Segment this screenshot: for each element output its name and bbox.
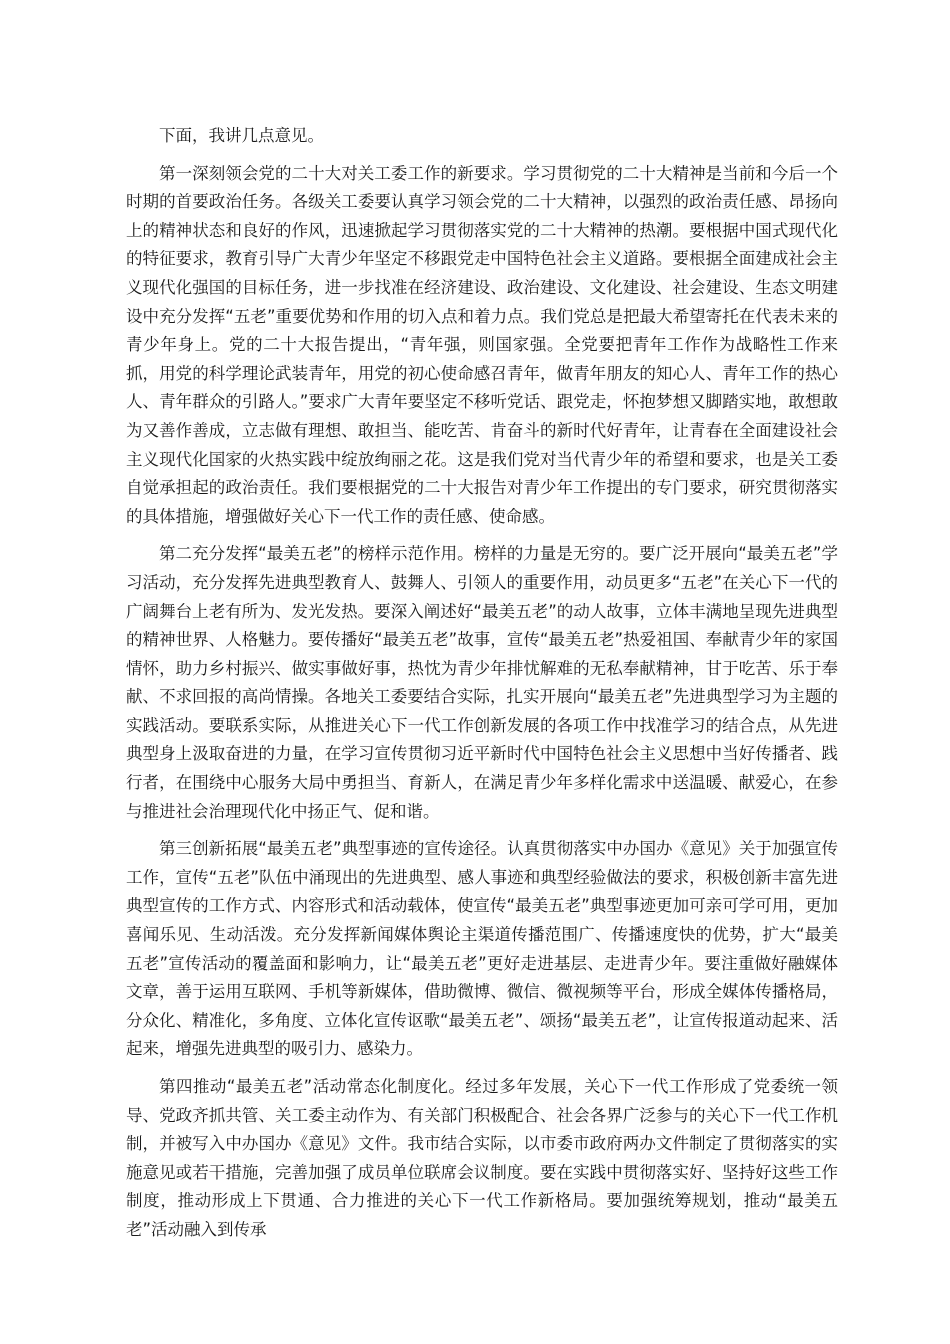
paragraph-point-3: 第三创新拓展“最美五老”典型事迹的宣传途径。认真贯彻落实中办国办《意见》关于加强宣传工作，宣传“五老”队伍中涌现出的先进典型、感人事迹和典型经验做法的要求，积极创新丰富先进典型宣传的工作方式、内容形式和活动载体，使宣传“最美五老”典型事迹更加可亲可学可用，更加喜闻乐见、生动活泼。充分发挥新闻媒体舆论主渠道传播范围广、传播速度快的优势，扩大“最美五老”宣传活动的覆盖面和影响力，让“最美五老”更好走进基层、走进青少年。要注重做好融媒体文章，善于运用互联网、手机等新媒体，借助微博、微信、微视频等平台，形成全媒体传播格局，分众化、精准化，多角度、立体化宣传讴歌“最美五老”、颂扬“最美五老”，让宣传报道动起来、活起来，增强先进典型的吸引力、感染力。 <box>126 839 838 1059</box>
document-body <box>126 122 838 1254</box>
paragraph-intro: 下面，我讲几点意见。 <box>159 126 324 145</box>
paragraph-point-2: 第二充分发挥“最美五老”的榜样示范作用。榜样的力量是无穷的。要广泛开展向“最美五老”学习活动，充分发挥先进典型教育人、鼓舞人、引领人的重要作用，动员更多“五老”在关心下一代的广阔舞台上老有所为、发光发热。要深入阐述好“最美五老”的动人故事，立体丰满地呈现先进典型的精神世界、人格魅力。要传播好“最美五老”故事，宣传“最美五老”热爱祖国、奉献青少年的家国情怀，助力乡村振兴、做实事做好事，热忱为青少年排忧解难的无私奉献精神，甘于吃苦、乐于奉献、不求回报的高尚情操。各地关工委要结合实际，扎实开展向“最美五老”先进典型学习为主题的实践活动。要联系实际，从推进关心下一代工作创新发展的各项工作中找准学习的结合点，从先进典型身上汲取奋进的力量，在学习宣传贯彻习近平新时代中国特色社会主义思想中当好传播者、践行者，在围绕中心服务大局中勇担当、育新人，在满足青少年多样化需求中送温暖、献爱心，在参与推进社会治理现代化中扬正气、促和谐。 <box>126 544 838 821</box>
paragraph-point-4: 第四推动“最美五老”活动常态化制度化。经过多年发展，关心下一代工作形成了党委统一领导、党政齐抓共管、关工委主动作为、有关部门积极配合、社会各界广泛参与的关心下一代工作机制，并被写入中办国办《意见》文件。我市结合实际，以市委市政府两办文件制定了贯彻落实的实施意见或若干措施，完善加强了成员单位联席会议制度。要在实践中贯彻落实好、坚持好这些工作制度，推动形成上下贯通、合力推进的关心下一代工作新格局。要加强统筹规划，推动“最美五老”活动融入到传承 <box>126 1077 838 1239</box>
paragraph-point-1: 第一深刻领会党的二十大对关工委工作的新要求。学习贯彻党的二十大精神是当前和今后一个时期的首要政治任务。各级关工委要认真学习领会党的二十大精神，以强烈的政治责任感、昂扬向上的精神状态和良好的作风，迅速掀起学习贯彻落实党的二十大精神的热潮。要根据中国式现代化的特征要求，教育引导广大青少年坚定不移跟党走中国特色社会主义道路。要根据全面建成社会主义现代化强国的目标任务，进一步找准在经济建设、政治建设、文化建设、社会建设、生态文明建设中充分发挥“五老”重要优势和作用的切入点和着力点。我们党总是把最大希望寄托在代表未来的青少年身上。党的二十大报告提出，“青年强，则国家强。全党要把青年工作作为战略性工作来抓，用党的科学理论武装青年，用党的初心使命感召青年，做青年朋友的知心人、青年工作的热心人、青年群众的引路人。”要求广大青年要坚定不移听党话、跟党走，怀抱梦想又脚踏实地，敢想敢为又善作善成，立志做有理想、敢担当、能吃苦、肯奋斗的新时代好青年，让青春在全面建设社会主义现代化国家的火热实践中绽放绚丽之花。这是我们党对当代青少年的希望和要求，也是关工委自觉承担起的政治责任。我们要根据党的二十大报告对青少年工作提出的专门要求，研究贯彻落实的具体措施，增强做好关心下一代工作的责任感、使命感。 <box>126 163 838 526</box>
